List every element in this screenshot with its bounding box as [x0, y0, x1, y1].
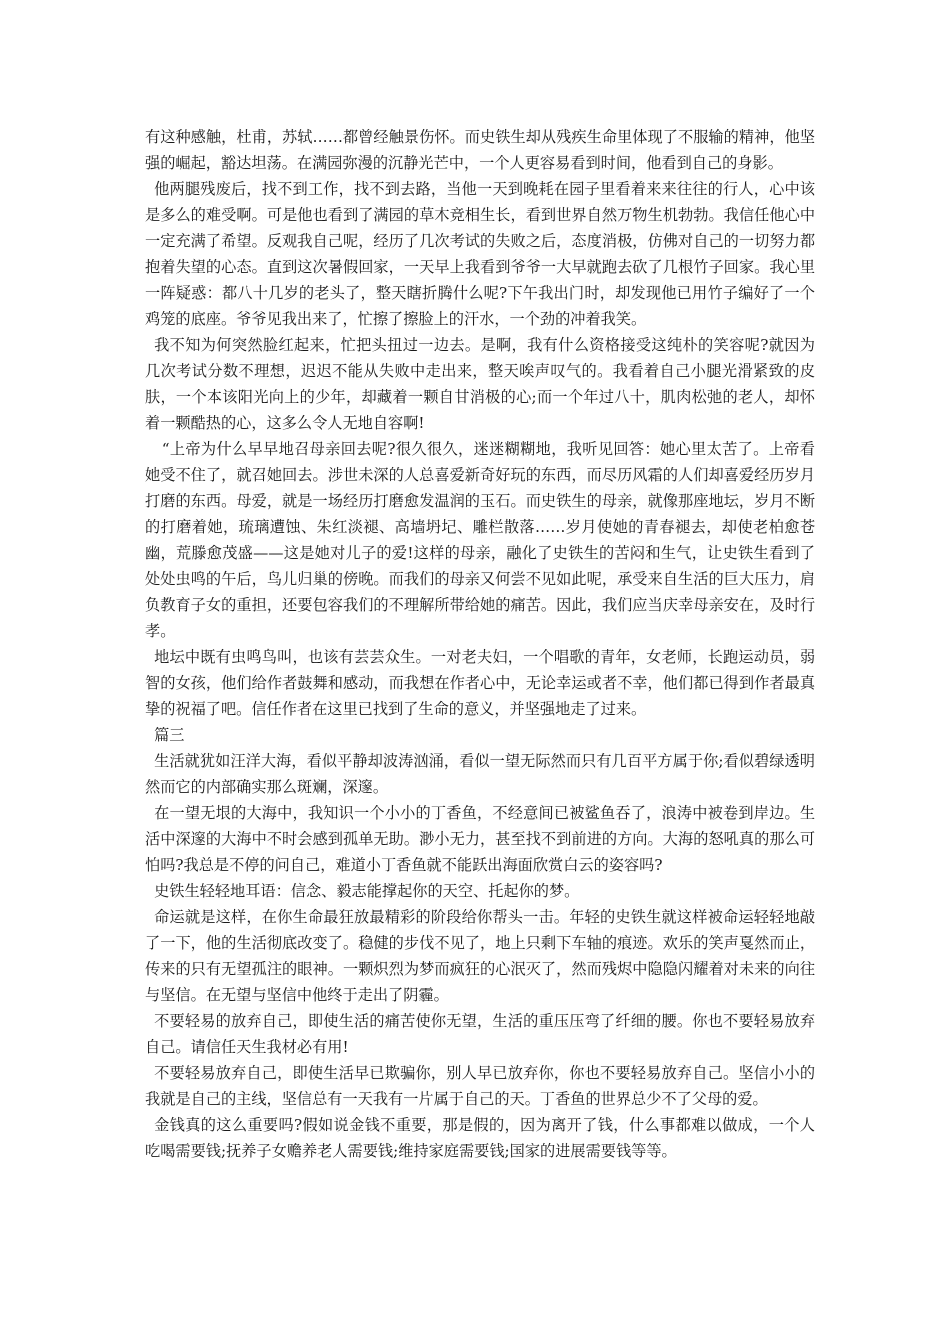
paragraph-4: “上帝为什么早早地召母亲回去呢?很久很久，迷迷糊糊地，我听见回答：她心里太苦了。上帝看她受不住了，就召她回去。涉世未深的人总喜爱新奇好玩的东西，而尽历风霜的人们却喜爱经历岁月打磨的东西。母爱，就是一场经历打磨愈发温润的玉石。而史铁生的母亲，就像那座地坛，岁月不断的打磨着她，琉璃遭蚀、朱红淡褪、高墙坍圮、雕栏散落……岁月使她的青春褪去，却使老柏愈苍幽，荒滕愈茂盛——这是她对儿子的爱!这样的母亲，融化了史铁生的苦闷和生气，让史铁生看到了处处虫鸣的午后，鸟儿归巢的傍晚。而我们的母亲又何尝不见如此呢，承受来自生活的巨大压力，肩负教育子女的重担，还要包容我们的不理解所带给她的痛苦。因此，我们应当庆幸母亲安在，及时行孝。	[145, 440, 815, 640]
paragraph-3: 我不知为何突然脸红起来，忙把头扭过一边去。是啊，我有什么资格接受这纯朴的笑容呢?就因为几次考试分数不理想，迟迟不能从失败中走出来，整天唉声叹气的。我看着自己小腿光滑紧致的皮肤，一个本该阳光向上的少年，却藏着一颗自甘消极的心;而一个年过八十，肌肉松弛的老人，却怀着一颗酷热的心，这多么令人无地自容啊!	[145, 336, 815, 432]
paragraph-9: 命运就是这样，在你生命最狂放最精彩的阶段给你帮头一击。年轻的史铁生就这样被命运轻轻地敲了一下，他的生活彻底改变了。稳健的步伐不见了，地上只剩下车轴的痕迹。欢乐的笑声戛然而止，传来的只有无望孤注的眼神。一颗炽烈为梦而疯狂的心泯灭了，然而残烬中隐隐闪耀着对未来的向往与坚信。在无望与坚信中他终于走出了阴霾。	[145, 908, 815, 1004]
paragraph-8: 史铁生轻轻地耳语：信念、毅志能撑起你的天空、托起你的梦。	[154, 882, 580, 900]
paragraph-6: 生活就犹如汪洋大海，看似平静却波涛汹涌，看似一望无际然而只有几百平方属于你;看似碧绿透明然而它的内部确实那么斑斓，深邃。	[145, 752, 815, 796]
section-heading: 篇三	[154, 726, 185, 744]
paragraph-1: 有这种感触，杜甫，苏轼……都曾经触景伤怀。而史铁生却从残疾生命里体现了不服输的精神，他坚强的崛起，豁达坦荡。在满园弥漫的沉静光芒中，一个人更容易看到时间，他看到自己的身影。	[145, 128, 815, 172]
paragraph-2: 他两腿残废后，找不到工作，找不到去路，当他一天到晚耗在园子里看着来来往往的行人，心中该是多么的难受啊。可是他也看到了满园的草木竞相生长，看到世界自然万物生机勃勃。我信任他心中一定充满了希望。反观我自己呢，经历了几次考试的失败之后，态度消极，仿佛对自己的一切努力都抱着失望的心态。直到这次暑假回家，一天早上我看到爷爷一大早就跑去砍了几根竹子回家。我心里一阵疑惑：都八十几岁的老头了，整天瞎折腾什么呢?下午我出门时，却发现他已用竹子编好了一个鸡笼的底座。爷爷见我出来了，忙擦了擦脸上的汗水，一个劲的冲着我笑。	[145, 180, 815, 328]
paragraph-11: 不要轻易放弃自己，即使生活早已欺骗你，别人早已放弃你，你也不要轻易放弃自己。坚信小小的我就是自己的主线，坚信总有一天我有一片属于自己的天。丁香鱼的世界总少不了父母的爱。	[145, 1064, 815, 1108]
paragraph-10: 不要轻易的放弃自己，即使生活的痛苦使你无望，生活的重压压弯了纤细的腰。你也不要轻易放弃自己。请信任天生我材必有用!	[145, 1012, 815, 1056]
paragraph-7: 在一望无垠的大海中，我知识一个小小的丁香鱼，不经意间已被鲨鱼吞了，浪涛中被卷到岸边。生活中深邃的大海中不时会感到孤单无助。渺小无力，甚至找不到前进的方向。大海的怒吼真的那么可怕吗?我总是不停的问自己，难道小丁香鱼就不能跃出海面欣赏白云的姿容吗?	[145, 804, 815, 874]
paragraph-12: 金钱真的这么重要吗?假如说金钱不重要，那是假的，因为离开了钱，什么事都难以做成，一个人吃喝需要钱;抚养子女赡养老人需要钱;维持家庭需要钱;国家的进展需要钱等等。	[145, 1116, 815, 1160]
document-body	[145, 124, 815, 1164]
paragraph-5: 地坛中既有虫鸣鸟叫，也该有芸芸众生。一对老夫妇，一个唱歌的青年，女老师，长跑运动员，弱智的女孩，他们给作者鼓舞和感动，而我想在作者心中，无论幸运或者不幸，他们都已得到作者最真挚的祝福了吧。信任作者在这里已找到了生命的意义，并坚强地走了过来。	[145, 648, 815, 718]
